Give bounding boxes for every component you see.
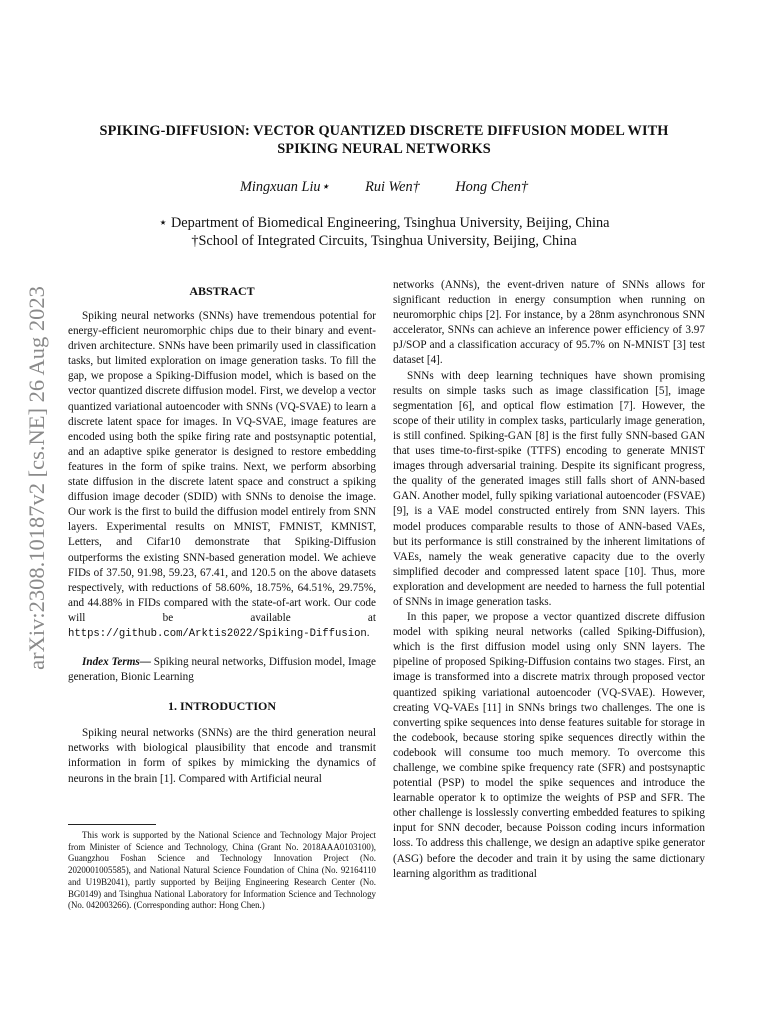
paper-title [70,122,698,158]
footnote-divider [68,824,156,825]
author-list [70,178,698,196]
author-3: Hong Chen† [455,179,529,195]
abstract-heading: ABSTRACT [189,284,255,298]
author-2: Rui Wen† [365,179,420,195]
funding-footnote [68,830,376,912]
author-1: Mingxuan Liu⋆ [239,179,330,195]
intro-paragraph-2: SNNs with deep learning techniques have shown promising results on simple tasks such as image classification [5], image segmentation [6], and optical flow estimation [7]. However, the scope of their utility in complex tasks, particularly image generation, is still confined. Spiking-GAN [8] is the first fully SNN-based GAN that uses time-to-first-spike (TTFS) encoding to generate MNIST images through adversarial training. Despite its significant progress, the quality of the generated images still falls short of ANN-based GAN. Another model, fully spiking variational autoencoder (FSVAE) [9], is a VAE model constructed entirely from SNN layers. This model produces comparable results to those of ANN-based VAEs, but its performance is still constrained by the inherent limitations of VAEs, namely the weak generative capacity due to the overly simplified decoder and compressed latent space [10]. Thus, more exploration and development are needed to harness the full potential of SNNs in image generation tasks. [393,369,705,608]
right-column [393,278,705,882]
abstract-text: Spiking neural networks (SNNs) have tremendous potential for energy-efficient neuromorphic chips due to their binary and event-driven architecture. SNNs have been primarily used in classification tasks, but limited exploration on image generation tasks. To fill the gap, we propose a Spiking-Diffusion model, which is based on the vector quantized discrete diffusion model. First, we develop a vector quantized variational autoencoder with SNNs (VQ-SVAE) to learn a discrete latent space for images. In VQ-SVAE, image features are encoded using both the spike firing rate and postsynaptic potential, and an adaptive spike generator is designed to restore embedding features in the form of spike trains. Next, we perform absorbing state diffusion in the discrete latent space and construct a spiking diffusion image decoder (SDID) with SNNs to denoise the image. Our work is the first to build the diffusion model entirely from SNN layers. Experimental results on MNIST, FMNIST, KMNIST, Letters, and Cifar10 demonstrate that Spiking-Diffusion outperforms the existing SNN-based generation model. We achieve FIDs of 37.50, 91.98, 59.23, 67.41, and 120.5 on the above datasets respectively, with reductions of 58.60%, 18.75%, 64.51%, 29.75%, and 44.88% in FIDs compared with the state-of-art work. Our code will be available at [68,310,376,624]
index-terms-text: Spiking neural networks, Diffusion model, Image generation, Bionic Learning [68,656,376,684]
introduction-heading: 1. INTRODUCTION [167,699,276,714]
intro-paragraph-3: In this paper, we propose a vector quantized discrete diffusion model with spiking neural networks (called Spiking-Diffusion), which is the first diffusion model using only SNN layers. The pipeline of proposed Spiking-Diffusion contains two stages. First, an image is transformed into a discrete matrix through proposed vector quantized spiking variational autoencoder (VQ-SVAE). However, creating VQ-VAEs [11] in SNNs brings two challenges. The one is converting spike sequences into dense features suitable for storage in the codebook, because storing spike sequences directly within the codebook will consume too much memory. To overcome this challenge, we combine spike frequency rate (SFR) and postsynaptic potential (PSP) to model the spike sequences and introduce the learnable operator k to optimize the weights of PSP and SFR. The other challenge is losslessly converting embedded features to spiking input for SNN decoder, because Poisson coding incurs information loss. To address this challenge, we design an adaptive spike generator (ASG) before the decoder and train it by using the same dictionary learning algorithm as traditional [393,611,705,880]
footnote-text: This work is supported by the National Science and Technology Major Project from Minister of Science and Technology, China (Grant No. 2018AAA0103100), Guangzhou Foshan Science and Technology Innovation Project (No. 2020001005585), and National Natural Science Foundation of China (No. 92164110 and U19B2041), partly supported by Beijing Engineering Research Center (No. BG0149) and Tsinghua National Laboratory for Information Science and Technology (No. 042003266). (Corresponding author: Hong Chen.) [68,830,376,911]
index-terms [68,655,376,685]
title-line-1: SPIKING-DIFFUSION: VECTOR QUANTIZED DISCRETE DIFFUSION MODEL WITH [99,123,669,139]
affiliation-1: ⋆ Department of Biomedical Engineering, Tsinghua University, Beijing, China [158,215,610,231]
code-url-end: . [366,626,370,639]
code-url-link[interactable]: https://github.com/Arktis2022/Spiking-Diffusion [68,627,367,640]
intro-paragraph-1-cont: networks (ANNs), the event-driven nature of SNNs allows for significant reduction in energy consumption when running on neuromorphic chips [2]. For instance, by a 28nm asynchronous SNN accelerator, SNNs can achieve an inference power efficiency of 3.97 pJ/SOP and a classification accuracy of 95.7% on N-MNIST [3] test dataset [4]. [393,279,705,367]
affiliation-2: †School of Integrated Circuits, Tsinghua University, Beijing, China [191,233,577,249]
abstract-body [68,309,376,642]
left-column [68,284,376,787]
intro-paragraph-1: Spiking neural networks (SNNs) are the third generation neural networks with biological plausibility that encode and transmit information in form of spikes by mimicking the dynamics of neurons in the brain [1]. Compared with Artificial neural [68,727,376,785]
arxiv-identifier-stamp: arXiv:2308.10187v2 [cs.NE] 26 Aug 2023 [24,286,49,670]
index-terms-label: Index Terms— [82,656,151,669]
title-line-2: SPIKING NEURAL NETWORKS [277,141,491,157]
